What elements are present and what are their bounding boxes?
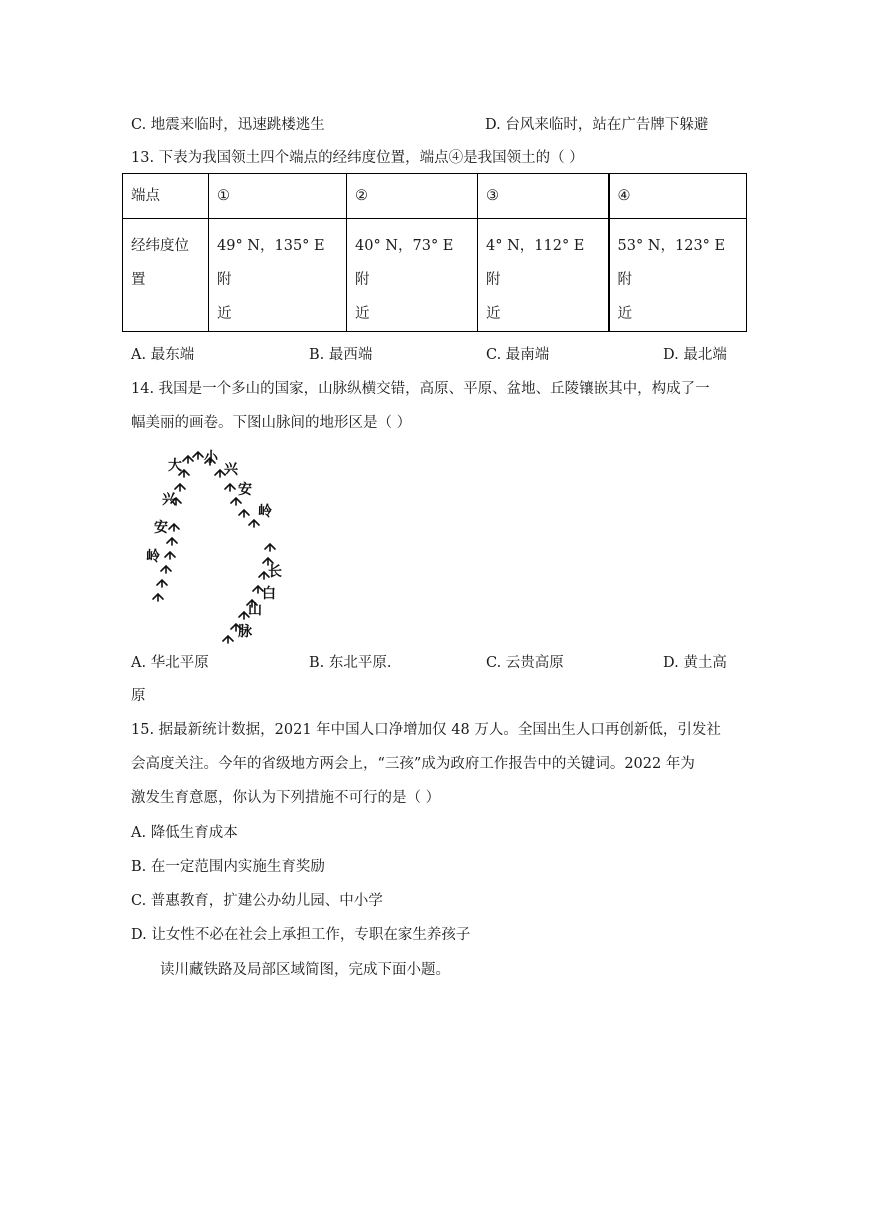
mountain-symbol-icon xyxy=(167,538,177,545)
q15-option-d: D. 让女性不必在社会上承担工作，专职在家生养孩子 xyxy=(131,927,471,943)
q13-option-a: A. 最东端 xyxy=(131,347,195,363)
q15-stem-line1: 15. 据最新统计数据，2021 年中国人口净增加仅 48 万人。全国出生人口再创新低，引发社 xyxy=(131,722,721,738)
table-cell: 4° N，112° E 附 近 xyxy=(478,219,609,332)
q14-stem-line2: 幅美丽的画卷。下图山脉间的地形区是（ ） xyxy=(131,415,412,431)
table-row xyxy=(123,219,747,332)
mountain-symbol-icon xyxy=(225,484,235,491)
q12-option-c: C. 地震来临时，迅速跳楼逃生 xyxy=(131,117,325,133)
table-header-row xyxy=(123,174,747,219)
table-header-cell: ① xyxy=(209,174,347,219)
mountain-symbol-icon xyxy=(249,520,259,527)
map-label: 安 xyxy=(238,482,252,498)
table-header-cell: ③ xyxy=(478,174,609,219)
map-label: 兴 xyxy=(162,492,176,508)
map-label: 岭 xyxy=(146,549,160,565)
q15-option-c: C. 普惠教育，扩建公办幼儿园、中小学 xyxy=(131,893,383,909)
table-header-cell: ④ xyxy=(609,174,747,219)
table-cell: 53° N，123° E 附 近 xyxy=(609,219,747,332)
mountain-symbol-icon xyxy=(161,566,171,573)
q15-stem-line2: 会高度关注。今年的省级地方两会上，“三孩”成为政府工作报告中的关键词。2022 年为 xyxy=(131,756,695,772)
mountain-range-map xyxy=(140,440,290,645)
mountain-symbol-icon xyxy=(153,594,163,601)
table-cell: 40° N，73° E 附 近 xyxy=(347,219,478,332)
mountain-symbol-icon xyxy=(157,580,167,587)
map-label: 兴 xyxy=(224,462,238,478)
mountain-symbol-icon xyxy=(193,452,203,459)
map-label: 脉 xyxy=(238,624,252,640)
q14-option-d: D. 黄土高 xyxy=(663,655,727,671)
q15-option-a: A. 降低生育成本 xyxy=(131,825,238,841)
map-label: 长 xyxy=(268,564,282,580)
mountain-symbol-icon xyxy=(169,524,179,531)
mountain-symbol-icon xyxy=(183,456,193,463)
table-cell: 49° N，135° E 附 近 xyxy=(209,219,347,332)
coordinates-table xyxy=(122,173,747,332)
q14-option-a: A. 华北平原 xyxy=(131,655,209,671)
map-label: 安 xyxy=(154,520,168,536)
q14-option-d-wrap: 原 xyxy=(131,688,146,704)
mountain-symbol-icon xyxy=(265,544,275,551)
q13-option-c: C. 最南端 xyxy=(486,347,550,363)
q15-option-b: B. 在一定范围内实施生育奖励 xyxy=(131,859,325,875)
q13-option-b: B. 最西端 xyxy=(309,347,373,363)
q13-stem: 13. 下表为我国领土四个端点的经纬度位置，端点④是我国领土的（ ） xyxy=(131,150,584,166)
mountain-symbol-icon xyxy=(239,510,249,517)
mountain-symbol-icon xyxy=(165,552,175,559)
q13-option-d: D. 最北端 xyxy=(663,347,727,363)
mountain-symbol-icon xyxy=(231,498,241,505)
q14-option-c: C. 云贵高原 xyxy=(486,655,564,671)
map-label: 大 xyxy=(168,458,182,474)
map-label: 岭 xyxy=(258,504,272,520)
table-header-cell: 端点 xyxy=(123,174,209,219)
mountain-symbol-icon xyxy=(175,484,185,491)
q14-option-b: B. 东北平原. xyxy=(309,655,392,671)
map-label: 小 xyxy=(204,450,218,466)
q12-option-d: D. 台风来临时，站在广告牌下躲避 xyxy=(485,117,709,133)
section-intro: 读川藏铁路及局部区域简图，完成下面小题。 xyxy=(160,962,450,978)
table-header-cell: ② xyxy=(347,174,478,219)
map-label: 山 xyxy=(248,602,262,618)
q14-stem-line1: 14. 我国是一个多山的国家，山脉纵横交错，高原、平原、盆地、丘陵镶嵌其中，构成了一 xyxy=(131,381,710,397)
q15-stem-line3: 激发生育意愿，你认为下列措施不可行的是（ ） xyxy=(131,790,441,806)
mountain-symbol-icon xyxy=(223,636,233,643)
table-row-label: 经纬度位 置 xyxy=(123,219,209,332)
map-label: 白 xyxy=(262,586,276,602)
